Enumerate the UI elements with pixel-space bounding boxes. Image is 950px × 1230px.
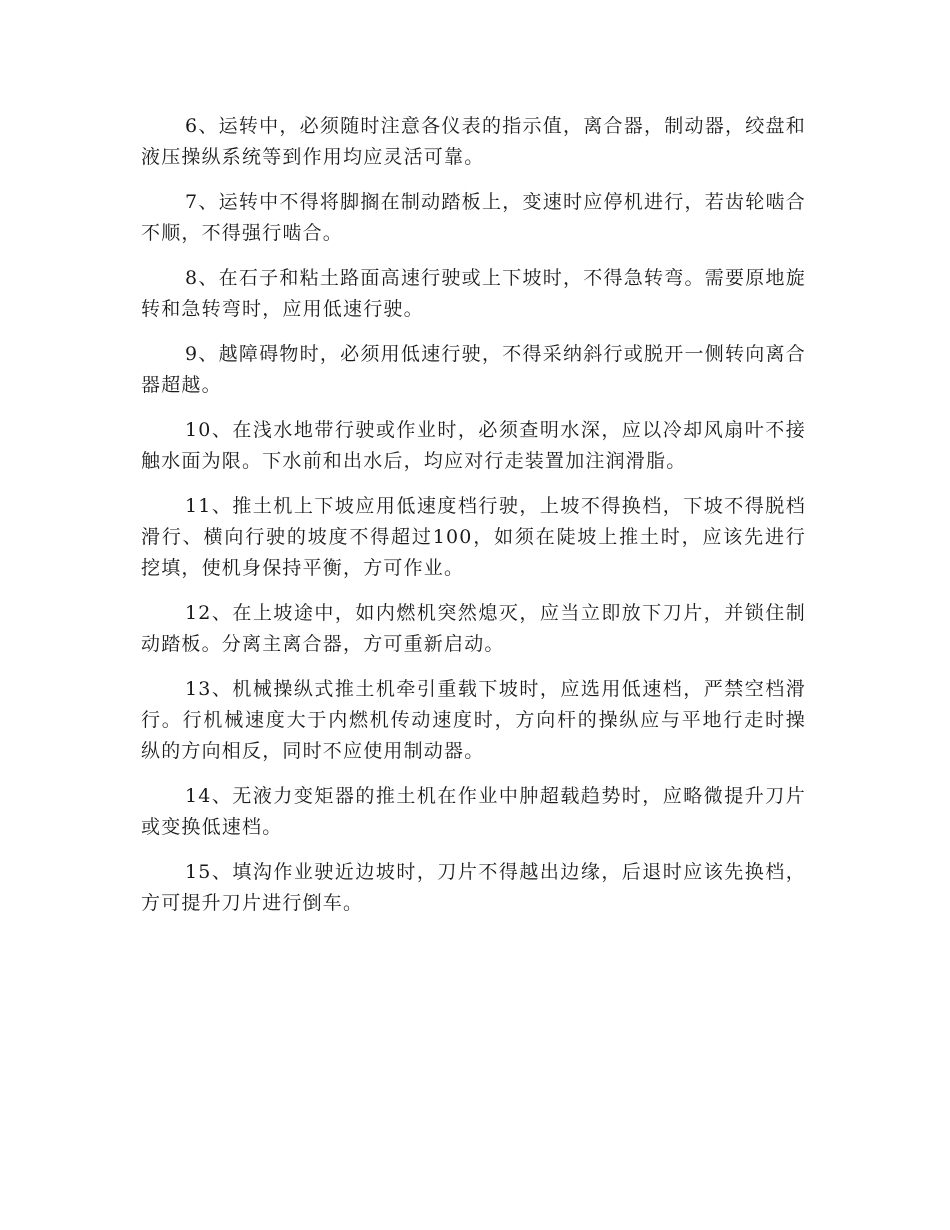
paragraph-11: 11、推土机上下坡应用低速度档行驶，上坡不得换档，下坡不得脱档滑行、横向行驶的坡度不得超过100，如须在陡坡上推土时，应该先进行挖填，使机身保持平衡，方可作业。 <box>141 495 806 579</box>
paragraph-13: 13、机械操纵式推土机牵引重载下坡时，应选用低速档，严禁空档滑行。行机械速度大于内燃机传动速度时，方向杆的操纵应与平地行走时操纵的方向相反，同时不应使用制动器。 <box>141 678 806 762</box>
paragraph-8: 8、在石子和粘土路面高速行驶或上下坡时，不得急转弯。需要原地旋转和急转弯时，应用低速行驶。 <box>141 267 806 320</box>
paragraph-10: 10、在浅水地带行驶或作业时，必须查明水深，应以冷却风扇叶不接触水面为限。下水前和出水后，均应对行走装置加注润滑脂。 <box>141 419 806 472</box>
paragraph-6: 6、运转中，必须随时注意各仪表的指示值，离合器，制动器，绞盘和液压操纵系统等到作用均应灵活可靠。 <box>141 115 806 168</box>
paragraph-7: 7、运转中不得将脚搁在制动踏板上，变速时应停机进行，若齿轮啮合不顺，不得强行啮合。 <box>141 191 806 244</box>
paragraph-9: 9、越障碍物时，必须用低速行驶，不得采纳斜行或脱开一侧转向离合器超越。 <box>141 343 806 396</box>
document-body <box>141 111 806 933</box>
paragraph-15: 15、填沟作业驶近边坡时，刀片不得越出边缘，后退时应该先换档，方可提升刀片进行倒车。 <box>141 861 806 914</box>
paragraph-12: 12、在上坡途中，如内燃机突然熄灭，应当立即放下刀片，并锁住制动踏板。分离主离合器，方可重新启动。 <box>141 602 806 655</box>
paragraph-14: 14、无液力变矩器的推土机在作业中肿超载趋势时，应略微提升刀片或变换低速档。 <box>141 785 806 838</box>
